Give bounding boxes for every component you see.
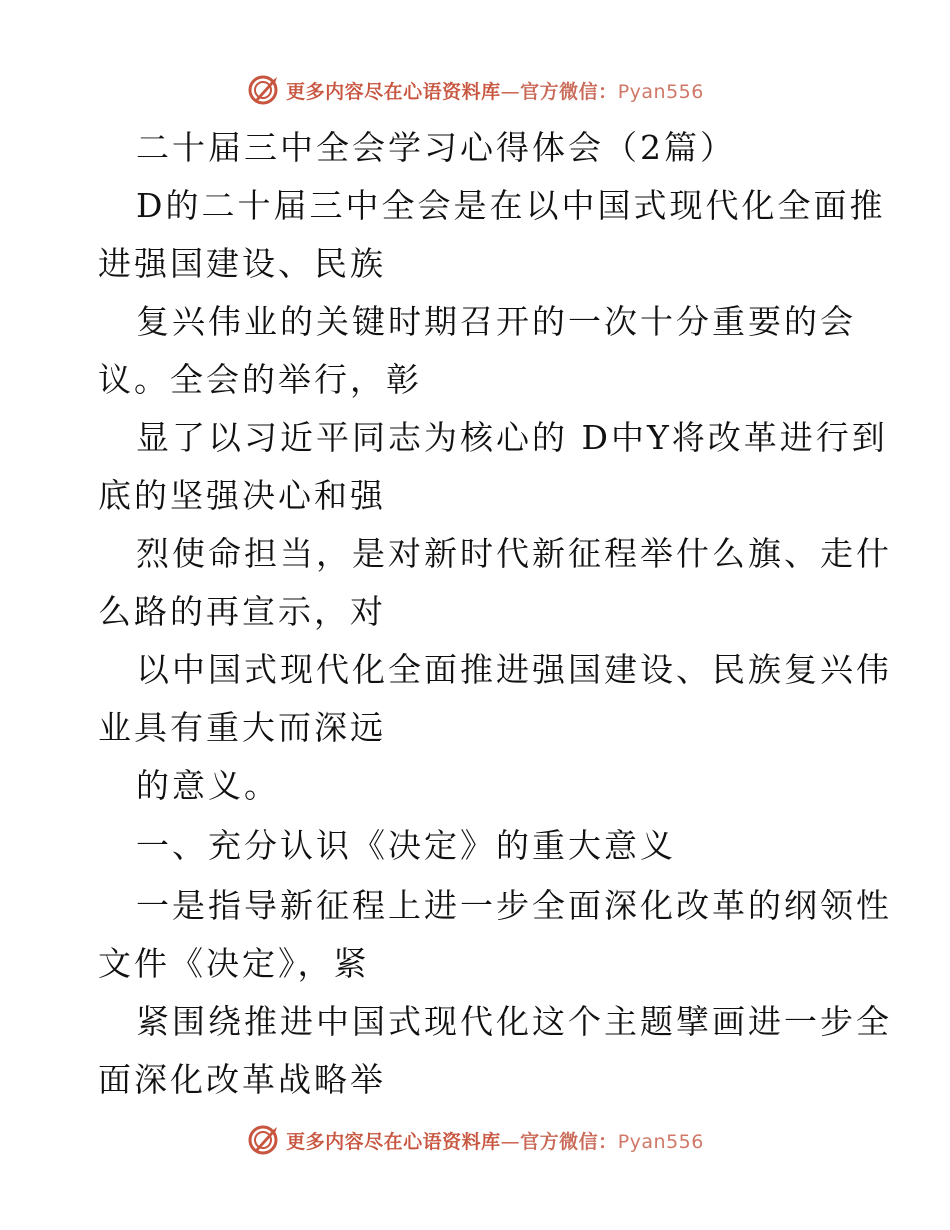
body-line: 烈使命担当，是对新时代新征程举什么旗、走什 <box>136 534 892 573</box>
banner-text <box>286 77 704 104</box>
body-line: 一是指导新征程上进一步全面深化改革的纲领性 <box>136 886 892 925</box>
body-line: 么路的再宣示，对 <box>98 592 386 631</box>
body-line: 的意义。 <box>136 766 280 805</box>
body-line: 以中国式现代化全面推进强国建设、民族复兴伟 <box>136 650 892 689</box>
banner-site: 更多内容尽在心语资料库 <box>286 1130 501 1153</box>
banner-wechat-id: Pyan556 <box>617 80 704 103</box>
body-line: D的二十届三中全会是在以中国式现代化全面推 <box>136 186 886 225</box>
banner-text <box>286 1127 704 1154</box>
body-line: 紧围绕推进中国式现代化这个主题擘画进一步全 <box>136 1002 892 1041</box>
body-line: 复兴伟业的关键时期召开的一次十分重要的会 <box>136 302 856 341</box>
body-line: 显了以习近平同志为核心的 D中Y将改革进行到 <box>136 418 888 457</box>
quill-seal-icon <box>246 1123 280 1157</box>
banner-separator: — <box>500 1130 521 1153</box>
body-line: 议。全会的举行，彰 <box>98 360 422 399</box>
banner-site: 更多内容尽在心语资料库 <box>286 80 501 103</box>
body-line: 面深化改革战略举 <box>98 1060 386 1099</box>
banner-wechat-id: Pyan556 <box>617 1130 704 1153</box>
body-line: 业具有重大而深远 <box>98 708 386 747</box>
banner-separator: — <box>500 80 521 103</box>
quill-seal-icon <box>246 73 280 107</box>
body-line: 底的坚强决心和强 <box>98 476 386 515</box>
section-heading: 一、充分认识《决定》的重大意义 <box>136 826 676 865</box>
body-line: 进强国建设、民族 <box>98 244 386 283</box>
banner-wechat-label: 官方微信： <box>520 1130 618 1153</box>
body-line: 文件《决定》，紧 <box>98 944 370 983</box>
footer-watermark-banner[interactable] <box>0 1120 950 1160</box>
header-watermark-banner[interactable] <box>0 70 950 110</box>
banner-wechat-label: 官方微信： <box>520 80 618 103</box>
document-title: 二十届三中全会学习心得体会（2篇） <box>136 128 736 167</box>
